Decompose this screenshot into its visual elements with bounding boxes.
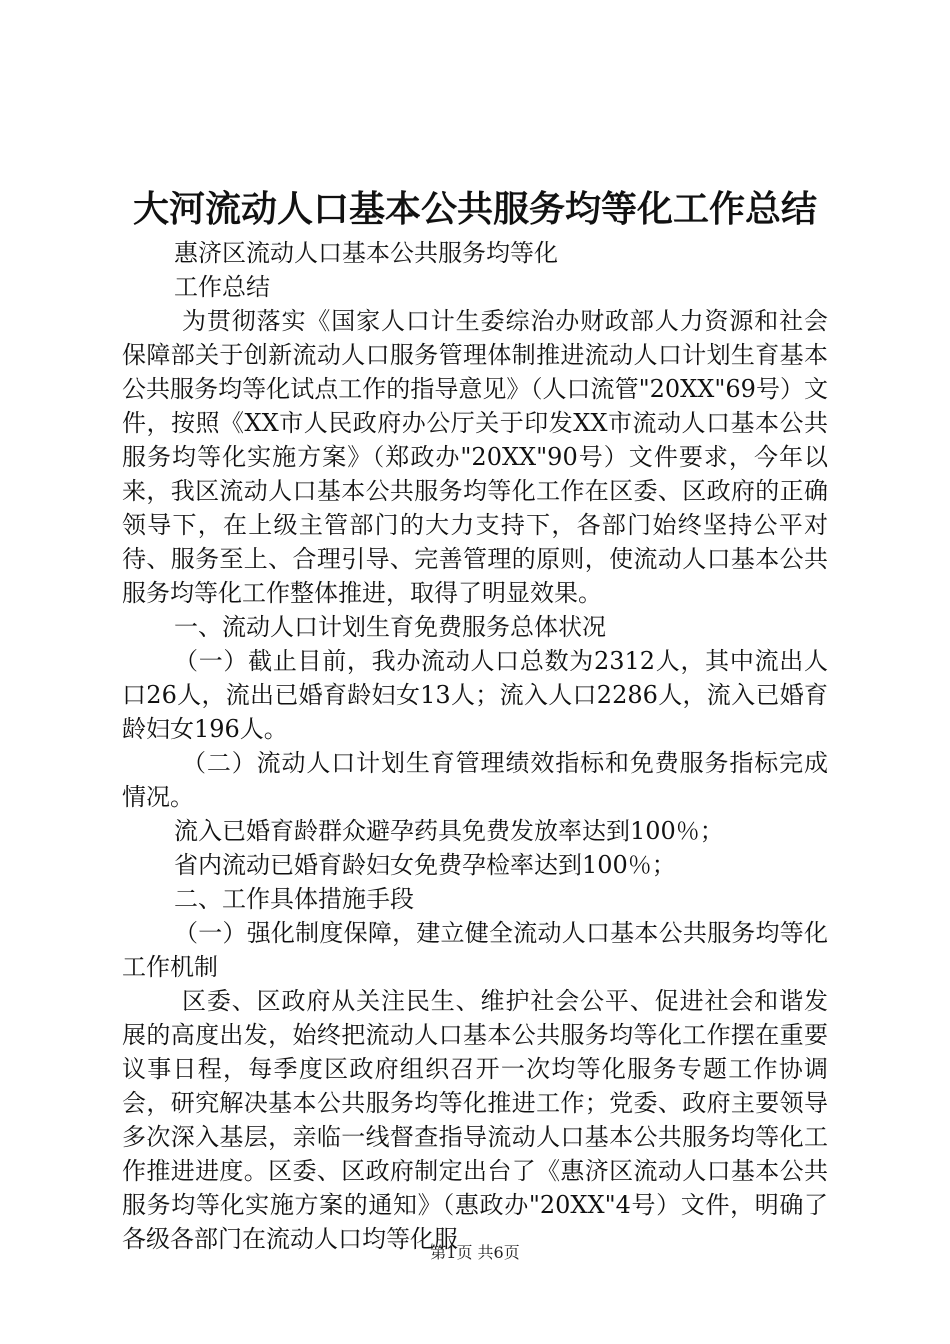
paragraph-population: （一）截止目前，我办流动人口总数为2312人，其中流出人口26人，流出已婚育龄妇女13人；流入人口2286人，流入已婚育龄妇女196人。: [122, 647, 828, 743]
document-body: [122, 236, 828, 1256]
paragraph-contraceptive-rate: 流入已婚育龄群众避孕药具免费发放率达到100％；: [174, 817, 724, 845]
paragraph-indicators: （二）流动人口计划生育管理绩效指标和免费服务指标完成情况。: [122, 749, 828, 811]
paragraph-pregnancy-check-rate: 省内流动已婚育龄妇女免费孕检率达到100％；: [174, 851, 676, 879]
page-number-footer: 第1页 共6页: [430, 1243, 520, 1262]
document-title: 大河流动人口基本公共服务均等化工作总结: [132, 188, 817, 230]
paragraph-measures: 区委、区政府从关注民生、维护社会公平、促进社会和谐发展的高度出发，始终把流动人口基本公共服务均等化工作摆在重要议事日程，每季度区政府组织召开一次均等化服务专题工作协调会，研究解决基本公共服务均等化推进工作；党委、政府主要领导多次深入基层，亲临一线督查指导流动人口基本公共服务均等化工作推进进度。区委、区政府制定出台了《惠济区流动人口基本公共服务均等化实施方案的通知》（惠政办"20XX"4号）文件，明确了各级各部门在流动人口均等化服: [122, 987, 828, 1253]
subtitle-line-1: 惠济区流动人口基本公共服务均等化: [174, 239, 558, 267]
section-heading-2: 二、工作具体措施手段: [174, 885, 414, 913]
section-heading-1: 一、流动人口计划生育免费服务总体状况: [174, 613, 606, 641]
subtitle-line-2: 工作总结: [174, 273, 270, 301]
subsection-heading-1: （一）强化制度保障，建立健全流动人口基本公共服务均等化工作机制: [122, 919, 828, 981]
paragraph-intro: 为贯彻落实《国家人口计生委综治办财政部人力资源和社会保障部关于创新流动人口服务管理体制推进流动人口计划生育基本公共服务均等化试点工作的指导意见》（人口流管"20XX"69号）文件，按照《XX市人民政府办公厅关于印发XX市流动人口基本公共服务均等化实施方案》（郑政办"20XX"90号）文件要求，今年以来，我区流动人口基本公共服务均等化工作在区委、区政府的正确领导下，在上级主管部门的大力支持下，各部门始终坚持公平对待、服务至上、合理引导、完善管理的原则，使流动人口基本公共服务均等化工作整体推进，取得了明显效果。: [122, 307, 828, 607]
